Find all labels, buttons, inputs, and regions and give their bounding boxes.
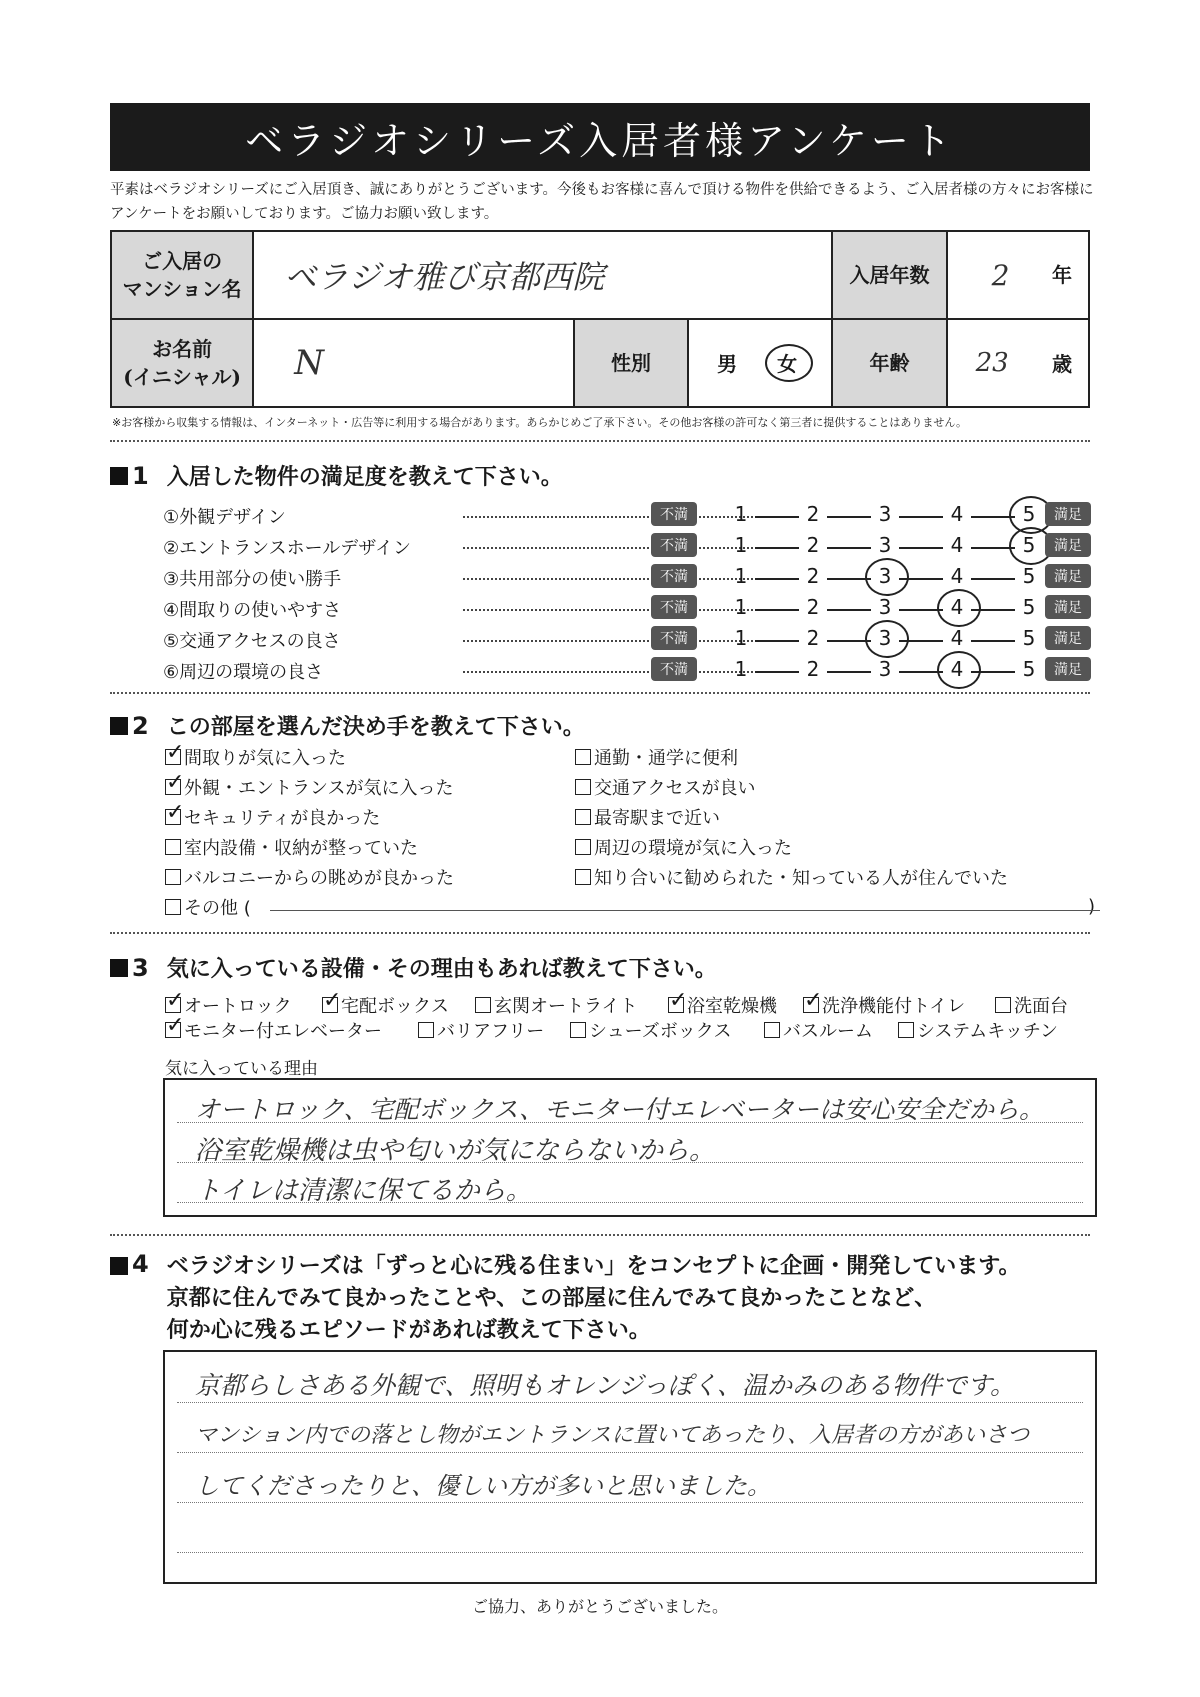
years-field[interactable] [947, 231, 1089, 319]
dissatisfied-tag: 不満 [651, 595, 697, 619]
checkbox[interactable] [165, 839, 181, 855]
divider [110, 440, 1090, 442]
checkbox-label: シューズボックス [589, 1021, 732, 1042]
checkbox-option[interactable] [165, 1013, 382, 1043]
selected-circle [865, 558, 909, 596]
checkbox[interactable] [575, 839, 591, 855]
years-unit: 年 [1052, 262, 1072, 287]
checkbox[interactable] [165, 869, 181, 885]
checkbox[interactable] [575, 869, 591, 885]
selected-circle [865, 620, 909, 658]
rating-option-5[interactable]: 5 [1022, 595, 1036, 619]
checkbox-label: 最寄駅まで近い [594, 808, 720, 829]
years-value: 2 [991, 258, 1010, 292]
divider [110, 1234, 1090, 1236]
gender-label: 性別 [574, 319, 688, 407]
reason-line-3: トイレは清潔に保てるから。 [195, 1176, 532, 1206]
checkbox[interactable] [575, 809, 591, 825]
name-field[interactable] [253, 319, 574, 407]
checkbox-option[interactable] [165, 834, 418, 860]
rating-option-4[interactable]: 4 [950, 626, 964, 650]
rating-option-2[interactable]: 2 [806, 533, 820, 557]
gender-male[interactable]: 男 [717, 352, 738, 376]
gender-female[interactable]: 女 [777, 352, 798, 376]
reason-line-1: オートロック、宅配ボックス、モニター付エレベーターは安心安全だから。 [195, 1095, 1045, 1124]
satisfied-tag: 満足 [1045, 564, 1091, 588]
rating-option-4[interactable]: 4 [950, 564, 964, 588]
rating-row [163, 655, 1103, 685]
checkbox-label: 周辺の環境が気に入った [594, 838, 792, 859]
checkbox-option[interactable] [575, 834, 792, 860]
checkbox-option[interactable] [803, 988, 966, 1018]
rating-option-1[interactable]: 1 [734, 657, 748, 681]
rating-scale [711, 624, 1051, 654]
checkbox-label: 玄関オートライト [494, 996, 638, 1017]
rating-option-2[interactable]: 2 [806, 626, 820, 650]
dissatisfied-tag: 不満 [651, 626, 697, 650]
checkbox-option[interactable] [165, 864, 454, 890]
checkbox[interactable] [764, 1022, 780, 1038]
rating-option-4[interactable]: 4 [950, 533, 964, 557]
checkbox-label: バスルーム [783, 1021, 873, 1042]
rating-scale [711, 593, 1051, 623]
rating-item-label: ①外観デザイン [163, 507, 286, 528]
checkbox[interactable] [418, 1022, 434, 1038]
age-label: 年齢 [832, 319, 946, 407]
rating-option-5[interactable]: 5 [1022, 502, 1036, 526]
checkbox-label: 洗浄機能付トイレ [822, 996, 966, 1017]
checkbox-label: 外観・エントランスが気に入った [184, 778, 454, 799]
checkbox[interactable]: ✓ [669, 988, 688, 1013]
gender-field[interactable] [688, 319, 832, 407]
rating-option-2[interactable]: 2 [806, 502, 820, 526]
q3-heading: 3 気に入っている設備・その理由もあれば教えて下さい。 [110, 952, 717, 983]
reason-textarea[interactable] [163, 1078, 1097, 1217]
rating-option-4[interactable]: 4 [950, 595, 964, 619]
rating-option-4[interactable]: 4 [950, 657, 964, 681]
rating-item-label: ③共用部分の使い勝手 [163, 569, 342, 590]
age-field[interactable] [947, 319, 1089, 407]
rating-option-5[interactable]: 5 [1022, 626, 1036, 650]
checkbox[interactable] [165, 899, 181, 915]
q2-heading: 2 この部屋を選んだ決め手を教えて下さい。 [110, 710, 585, 741]
checkbox-option[interactable] [165, 740, 346, 770]
checkbox[interactable]: ✓ [166, 770, 185, 795]
selected-circle [937, 589, 981, 627]
satisfied-tag: 満足 [1045, 626, 1091, 650]
rating-row [163, 562, 1103, 592]
checkbox[interactable] [898, 1022, 914, 1038]
page-title: ベラジオシリーズ入居者様アンケート [110, 103, 1090, 171]
rating-option-3[interactable]: 3 [878, 657, 892, 681]
checkbox-option[interactable] [322, 988, 449, 1018]
rating-scale [711, 562, 1051, 592]
checkbox-label: その他 ( [184, 898, 251, 919]
rating-item-label: ⑤交通アクセスの良さ [163, 631, 341, 652]
checkbox-label: 間取りが気に入った [184, 748, 346, 769]
rating-option-2[interactable]: 2 [806, 595, 820, 619]
checkbox-option[interactable] [165, 894, 251, 920]
rating-item-label: ④間取りの使いやすさ [163, 600, 342, 621]
checkbox-option[interactable] [575, 744, 738, 770]
episode-line-1: 京都らしさある外観で、照明もオレンジっぽく、温かみのある物件です。 [195, 1371, 1016, 1400]
checkbox-label: 室内設備・収納が整っていた [184, 838, 418, 859]
rating-option-2[interactable]: 2 [806, 657, 820, 681]
satisfied-tag: 満足 [1045, 657, 1091, 681]
rating-row [163, 624, 1103, 654]
reason-line-2: 浴室乾燥機は虫や匂いが気にならないから。 [195, 1136, 716, 1166]
rating-scale [711, 500, 1051, 530]
rating-option-5[interactable]: 5 [1022, 533, 1036, 557]
checkbox-label: バリアフリー [437, 1021, 545, 1042]
rating-option-1[interactable]: 1 [734, 595, 748, 619]
satisfied-tag: 満足 [1045, 502, 1091, 526]
rating-option-3[interactable]: 3 [878, 533, 892, 557]
checkbox-option[interactable] [668, 988, 777, 1018]
rating-row [163, 593, 1103, 623]
other-input-line[interactable] [270, 910, 1100, 911]
checkbox-option[interactable] [898, 1017, 1058, 1043]
dissatisfied-tag: 不満 [651, 533, 697, 557]
checkbox[interactable] [995, 997, 1011, 1013]
other-close-paren: ) [1088, 896, 1096, 917]
checkbox-label: モニター付エレベーター [184, 1021, 382, 1042]
name-value: N [294, 343, 325, 383]
checkbox-label: システムキッチン [917, 1021, 1058, 1042]
divider [110, 692, 1090, 694]
dissatisfied-tag: 不満 [651, 657, 697, 681]
rating-option-2[interactable]: 2 [806, 564, 820, 588]
checkbox-label: 通勤・通学に便利 [594, 748, 738, 769]
q1-heading: 1 入居した物件の満足度を教えて下さい。 [110, 460, 563, 491]
checkbox[interactable] [575, 779, 591, 795]
checkbox-label: 宅配ボックス [341, 996, 449, 1017]
checkbox-option[interactable] [165, 770, 454, 800]
checkbox-label: 交通アクセスが良い [594, 778, 756, 799]
checkbox[interactable]: ✓ [166, 988, 185, 1013]
rating-row [163, 500, 1103, 530]
info-table [110, 230, 1090, 408]
mansion-value: ベラジオ雅び京都西院 [284, 258, 605, 296]
q4-heading: 4 ベラジオシリーズは「ずっと心に残る住まい」をコンセプトに企画・開発しています。 京都に住んでみて良かったことや、この部屋に住んでみて良かったことなど、 何か心に残るエピソードがあれば教えて下さい。 [110, 1250, 1021, 1346]
rating-item-label: ⑥周辺の環境の良さ [163, 662, 324, 683]
name-label: お名前 (イニシャル) [111, 319, 253, 407]
thanks-message: ご協力、ありがとうございました。 [471, 1597, 728, 1616]
checkbox-label: バルコニーからの眺めが良かった [184, 868, 454, 889]
intro-text: 平素はベラジオシリーズにご入居頂き、誠にありがとうございます。今後もお客様に喜んで頂ける物件を供給できるよう、ご入居者様の方々にお客様にアンケートをお願いしております。ご協力お願い致します。 [110, 182, 1094, 222]
rating-option-3[interactable]: 3 [878, 502, 892, 526]
divider [110, 932, 1090, 934]
age-value: 23 [975, 348, 1009, 378]
episode-textarea[interactable] [163, 1350, 1097, 1584]
dissatisfied-tag: 不満 [651, 564, 697, 588]
checkbox-option[interactable] [575, 864, 1008, 890]
checkbox[interactable]: ✓ [804, 988, 823, 1013]
rating-scale [711, 655, 1051, 685]
checkbox-label: セキュリティが良かった [184, 808, 381, 829]
checkbox-option[interactable] [165, 800, 381, 830]
checkbox-option[interactable] [570, 1017, 732, 1043]
rating-scale [711, 531, 1051, 561]
rating-option-1[interactable]: 1 [734, 533, 748, 557]
checkbox-label: 知り合いに勧められた・知っている人が住んでいた [594, 868, 1008, 889]
checkbox-label: オートロック [184, 996, 292, 1017]
episode-line-3: してくださったりと、優しい方が多いと思いました。 [195, 1472, 771, 1500]
checkbox[interactable] [570, 1022, 586, 1038]
checkbox-option[interactable] [418, 1017, 544, 1043]
rating-option-3[interactable]: 3 [878, 595, 892, 619]
rating-option-4[interactable]: 4 [950, 502, 964, 526]
dissatisfied-tag: 不満 [651, 502, 697, 526]
rating-option-1[interactable]: 1 [734, 564, 748, 588]
episode-line-2: マンション内での落とし物がエントランスに置いてあったり、入居者の方があいさつ [195, 1423, 1030, 1448]
checkbox[interactable]: ✓ [323, 988, 342, 1013]
checkbox[interactable]: ✓ [166, 740, 185, 765]
rating-item-label: ②エントランスホールデザイン [163, 538, 411, 559]
rating-option-1[interactable]: 1 [734, 502, 748, 526]
rating-option-3[interactable]: 3 [878, 564, 892, 588]
checkbox-option[interactable] [575, 774, 755, 800]
age-unit: 歳 [1052, 352, 1072, 376]
checkbox-option[interactable] [575, 804, 720, 830]
checkbox-option[interactable] [764, 1017, 873, 1043]
rating-option-5[interactable]: 5 [1022, 564, 1036, 588]
rating-option-1[interactable]: 1 [734, 626, 748, 650]
years-label: 入居年数 [832, 231, 946, 319]
rating-option-5[interactable]: 5 [1022, 657, 1036, 681]
rating-row [163, 531, 1103, 561]
checkbox[interactable]: ✓ [166, 1013, 185, 1038]
satisfied-tag: 満足 [1045, 533, 1091, 557]
privacy-notice: ※お客様から収集する情報は、インターネット・広告等に利用する場合があります。あらかじめご了承下さい。その他お客様の許可なく第三者に提供することはありません。 [112, 416, 968, 429]
checkbox-option[interactable] [995, 992, 1068, 1018]
checkbox[interactable] [475, 997, 491, 1013]
satisfied-tag: 満足 [1045, 595, 1091, 619]
mansion-label: ご入居の マンション名 [111, 231, 253, 319]
rating-option-3[interactable]: 3 [878, 626, 892, 650]
selected-circle [937, 651, 981, 689]
mansion-field[interactable] [253, 231, 832, 319]
checkbox-label: 浴室乾燥機 [687, 996, 777, 1017]
reason-label: 気に入っている理由 [165, 1059, 318, 1079]
checkbox-label: 洗面台 [1014, 996, 1068, 1017]
checkbox[interactable]: ✓ [166, 800, 185, 825]
checkbox-option[interactable] [475, 992, 637, 1018]
checkbox[interactable] [575, 749, 591, 765]
